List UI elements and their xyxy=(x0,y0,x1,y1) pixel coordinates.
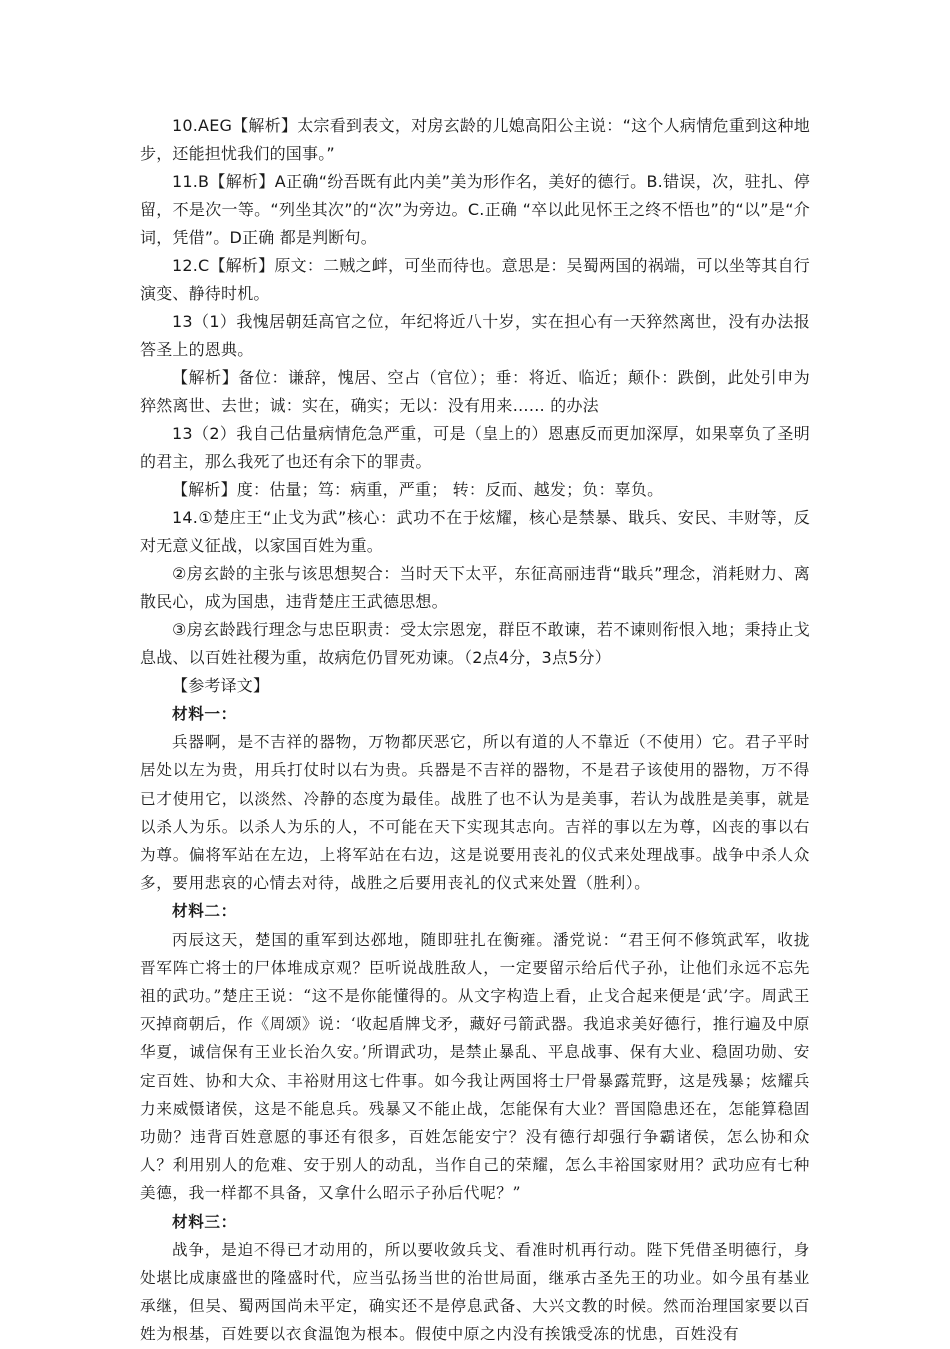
material-3-text: 战争，是迫不得已才动用的，所以要收敛兵戈、看准时机再行动。陛下凭借圣明德行，身处堪比成康盛世的隆盛时代，应当弘扬当世的治世局面，继承古圣先王的功业。如今虽有基业承继，但吴、蜀两国尚未平定，确实还不是停息武备、大兴文教的时候。然而治理国家要以百姓为根基，百姓要以衣食温饱为根本。假使中原之内没有挨饿受冻的忧患，百姓没有 xyxy=(140,1240,810,1344)
translation-header: 【参考译文】 xyxy=(172,676,270,695)
answer-14-1: 14.①楚庄王“止戈为武”核心：武功不在于炫耀，核心是禁暴、戢兵、安民、丰财等，反对无意义征战，以家国百姓为重。 xyxy=(140,508,810,555)
material-1-title: 材料一： xyxy=(172,704,237,723)
answer-11: 11.B【解析】A正确“纷吾既有此内美”美为形作名，美好的德行。B.错误，次，驻扎、停留，不是次一等。“列坐其次”的“次”为旁边。C.正确 “卒以此见怀王之终不悟也”的“以”是“介词，凭借”。D正确 都是判断句。 xyxy=(140,172,810,247)
material-1-text: 兵器啊，是不吉祥的器物，万物都厌恶它，所以有道的人不靠近（不使用）它。君子平时居处以左为贵，用兵打仗时以右为贵。兵器是不吉祥的器物，不是君子该使用的器物，万不得已才使用它，以淡然、冷静的态度为最佳。战胜了也不认为是美事，若认为战胜是美事，就是以杀人为乐。以杀人为乐的人，不可能在天下实现其志向。吉祥的事以左为尊，凶丧的事以右为尊。偏将军站在左边，上将军站在右边，这是说要用丧礼的仪式来处理战事。战争中杀人众多，要用悲哀的心情去对待，战胜之后要用丧礼的仪式来处置（胜利）。 xyxy=(140,733,810,893)
material-3-title: 材料三： xyxy=(172,1211,237,1231)
answer-13-1-note: 【解析】备位：谦辞，愧居、空占（官位）；垂：将近、临近；颠仆：跌倒，此处引申为猝然离世、去世；诚：实在，确实；无以：没有用来…… 的办法 xyxy=(140,368,810,415)
answer-13-2: 13（2）我自己估量病情危急严重，可是（皇上的）恩惠反而更加深厚，如果辜负了圣明的君主，那么我死了也还有余下的罪责。 xyxy=(140,424,810,471)
answer-13-1: 13（1）我愧居朝廷高官之位，年纪将近八十岁，实在担心有一天猝然离世，没有办法报答圣上的恩典。 xyxy=(140,312,810,359)
document-body xyxy=(140,112,810,1349)
material-2-title: 材料二： xyxy=(172,901,237,921)
answer-10: 10.AEG【解析】太宗看到表文，对房玄龄的儿媳高阳公主说：“这个人病情危重到这种地步，还能担忧我们的国事。” xyxy=(140,116,810,163)
answer-14-2: ②房玄龄的主张与该思想契合：当时天下太平，东征高丽违背“戢兵”理念，消耗财力、离散民心，成为国患，违背楚庄王武德思想。 xyxy=(140,564,810,611)
answer-14-3: ③房玄龄践行理念与忠臣职责：受太宗恩宠，群臣不敢谏，若不谏则衔恨入地；秉持止戈息战、以百姓社稷为重，故病危仍冒死劝谏。（2点4分，3点5分） xyxy=(140,620,810,667)
material-2-text: 丙辰这天，楚国的重军到达邲地，随即驻扎在衡雍。潘党说：“君王何不修筑武军，收拢晋军阵亡将士的尸体堆成京观？臣听说战胜敌人，一定要留示给后代子孙，让他们永远不忘先祖的武功。”楚庄王说：“这不是你能懂得的。从文字构造上看，止戈合起来便是‘武’字。周武王灭掉商朝后，作《周颂》说：‘收起盾牌戈矛，藏好弓箭武器。我追求美好德行，推行遍及中原华夏，诚信保有王业长治久安。’所谓武功，是禁止暴乱、平息战事、保有大业、稳固功勋、安定百姓、协和大众、丰裕财用这七件事。如今我让两国将士尸骨暴露荒野，这是残暴；炫耀兵力来威慑诸侯，这是不能息兵。残暴又不能止战，怎能保有大业？晋国隐患还在，怎能算稳固功勋？违背百姓意愿的事还有很多，百姓怎能安宁？没有德行却强行争霸诸侯，怎么协和众人？利用别人的危难、安于别人的动乱，当作自己的荣耀，怎么丰裕国家财用？武功应有七种美德，我一样都不具备，又拿什么昭示子孙后代呢？” xyxy=(140,930,810,1203)
translation-section xyxy=(140,700,810,1349)
answer-section xyxy=(140,112,810,700)
answer-13-2-note: 【解析】度：估量；笃：病重，严重； 转：反而、越发；负：辜负。 xyxy=(172,480,664,499)
answer-12: 12.C【解析】原文：二贼之衅，可坐而待也。意思是：吴蜀两国的祸端，可以坐等其自行演变、静待时机。 xyxy=(140,256,810,303)
